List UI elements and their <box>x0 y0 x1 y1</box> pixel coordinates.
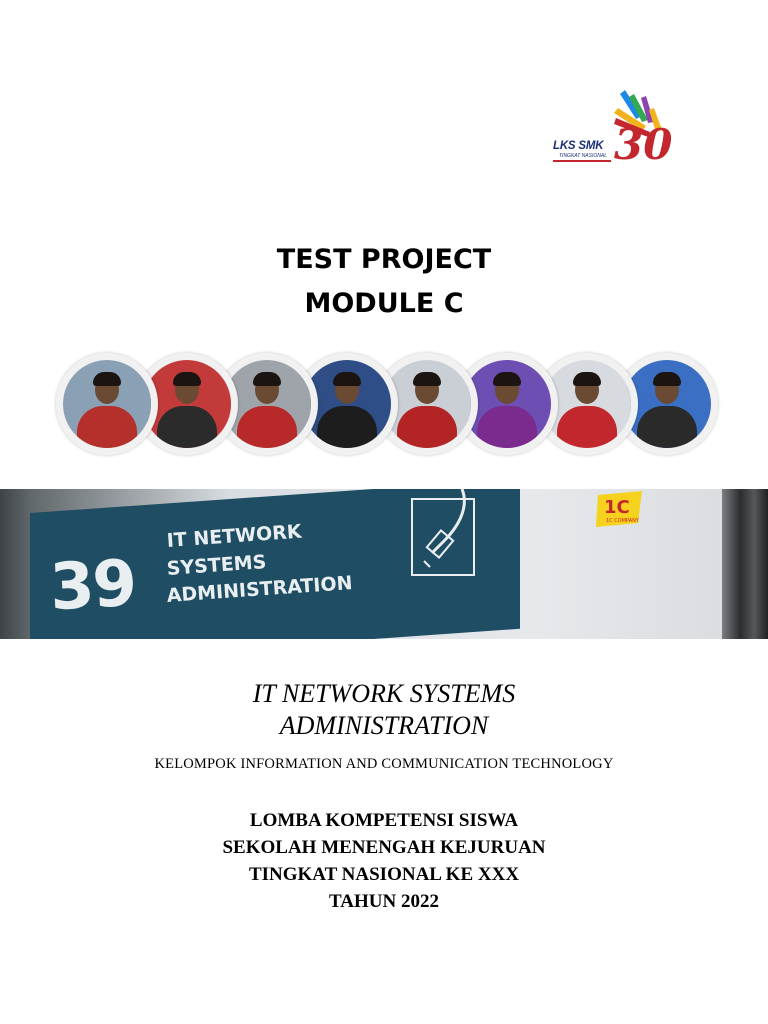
banner-image <box>0 489 768 639</box>
logo-subtext: TINGKAT NASIONAL <box>559 153 607 159</box>
person-body <box>157 406 217 455</box>
banner-line-1: IT NETWORK <box>166 520 303 552</box>
group-label: KELOMPOK INFORMATION AND COMMUNICATION TECHNOLOGY <box>154 756 614 772</box>
person-hair <box>413 372 441 386</box>
banner-line-3: ADMINISTRATION <box>166 572 354 607</box>
sponsor-1c-logo <box>594 489 646 529</box>
person-hair <box>653 372 681 386</box>
person-hair <box>173 372 201 386</box>
person-body <box>237 406 297 455</box>
person-body <box>477 406 537 455</box>
subtitle-line-1: IT NETWORK SYSTEMS <box>252 679 516 708</box>
event-line-2: SEKOLAH MENENGAH KEJURUAN <box>222 837 546 858</box>
photo-strip <box>56 343 716 453</box>
logo-text: LKS SMK <box>553 140 604 152</box>
person-body <box>397 406 457 455</box>
network-cable-icon <box>410 489 490 579</box>
event-line-3: TINGKAT NASIONAL KE XXX <box>248 864 520 885</box>
banner-right-edge <box>722 489 768 639</box>
person-hair <box>573 372 601 386</box>
subtitle-line-2: ADMINISTRATION <box>279 711 489 740</box>
event-line-4: TAHUN 2022 <box>329 891 439 912</box>
logo-underline <box>553 160 611 162</box>
page-title-line-1: TEST PROJECT <box>276 244 492 275</box>
person-hair <box>253 372 281 386</box>
person-hair <box>93 372 121 386</box>
event-line-1: LOMBA KOMPETENSI SISWA <box>249 810 519 831</box>
sponsor-text: 1C COMPANY <box>606 518 639 524</box>
banner-skill-number: 39 <box>48 546 137 626</box>
person-body <box>77 406 137 455</box>
person-body <box>557 406 617 455</box>
logo-number: 30 <box>614 120 673 169</box>
lks-smk-logo <box>550 86 675 181</box>
person-hair <box>333 372 361 386</box>
person-body <box>637 406 697 455</box>
page-title-line-2: MODULE C <box>304 288 464 319</box>
banner-line-2: SYSTEMS <box>166 551 268 580</box>
svg-text:1C: 1C <box>604 497 630 518</box>
competitor-photo-1 <box>56 353 158 455</box>
person-body <box>317 406 377 455</box>
person-hair <box>493 372 521 386</box>
